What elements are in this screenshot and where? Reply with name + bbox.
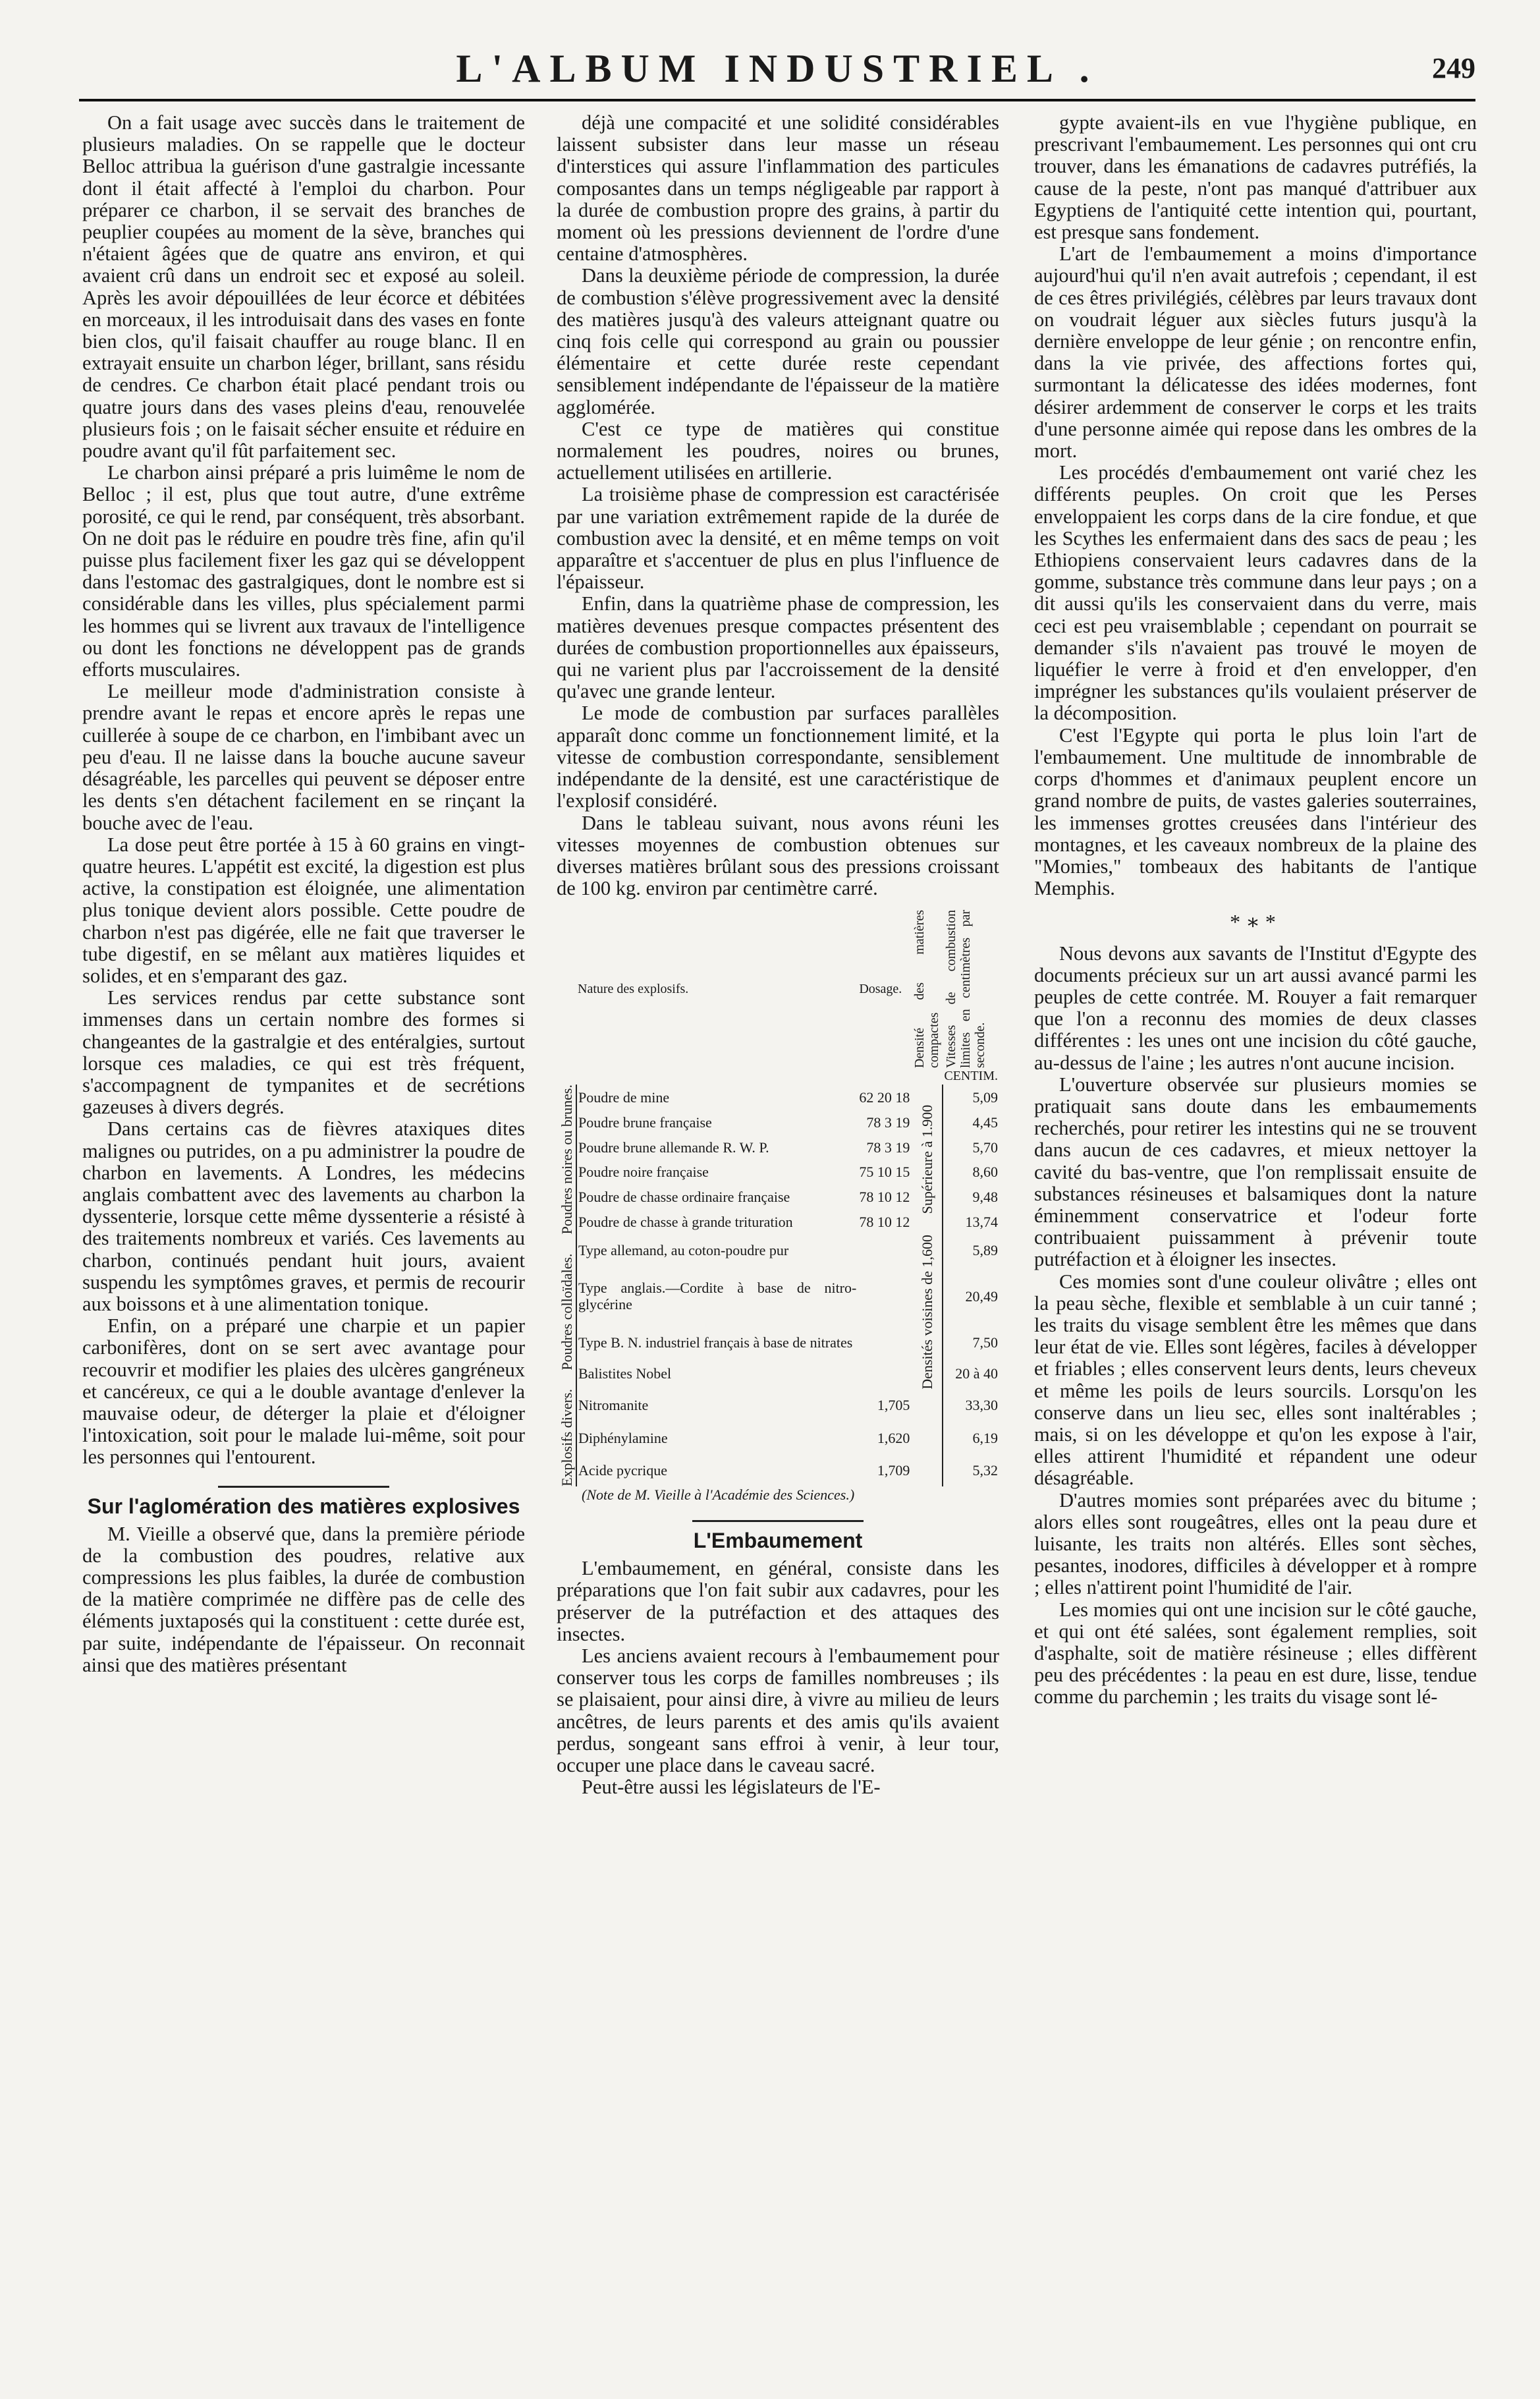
table-head-nature: Nature des explosifs.: [578, 981, 689, 996]
section-divider: [218, 1486, 389, 1488]
table-cell-speed: 5,89: [972, 1241, 998, 1258]
table-group-label: Explosifs divers.: [557, 1389, 576, 1486]
table-cell-speed: 33,30: [965, 1397, 998, 1414]
table-group-label: Poudres noires ou brunes.: [557, 1085, 576, 1234]
table-cell-dosage: [858, 1235, 911, 1266]
paragraph: La troisième phase de compression est caractérisée par une variation extrêmement rapide de la durée de combustion avec la densité, et en même temps on voit apparaître et s'accentuer de plus en plus l'influence de l'épaisseur.: [557, 483, 999, 594]
table-row: [557, 1085, 999, 1110]
table-cell-dosage: 62 20 18: [859, 1088, 910, 1106]
table-head-dosage: Dosage.: [859, 981, 902, 996]
table-cell-dosage: 78 3 19: [866, 1139, 910, 1156]
header-rule: [79, 99, 1475, 101]
table-cell-speed: 5,32: [972, 1462, 998, 1479]
column-1: [82, 112, 525, 1676]
paragraph: Le meilleur mode d'administration consiste à prendre avant le repas et encore après le repas une cuillerée à soupe de ce charbon, en l'imbibant avec un peu d'eau. Il ne laisse dans la bouche aucune saveur désagréable, les parcelles qui peuvent se déposer entre les dents s'en détachent facilement en se rinçant la bouche avec de l'eau.: [82, 680, 525, 834]
table-cell-speed: 8,60: [972, 1164, 998, 1181]
table-group-density: [911, 1389, 943, 1486]
table-cell-speed: 5,70: [972, 1139, 998, 1156]
paragraph: Enfin, dans la quatrième phase de compression, les matières devenues presque compactes présentent des durées de combustion proportionnelles aux épaisseurs, qui ne varient plus par l'accroissement de la densité qu'avec une grande lenteur.: [557, 592, 999, 703]
table-cell-speed: 20,49: [965, 1287, 998, 1305]
column-2: [557, 112, 999, 1798]
table-cell-speed: 6,19: [972, 1429, 998, 1446]
table-cell-dosage: [858, 1358, 911, 1389]
table-cell-speed: 9,48: [972, 1189, 998, 1206]
paragraph: Le mode de combustion par surfaces parallèles apparaît donc comme un fonctionnement limité, et la vitesse de combustion correspondante, sensiblement indépendante de la densité, est une caractéristique de l'explosif considéré.: [557, 702, 999, 812]
table-cell-speed: 13,74: [965, 1214, 998, 1231]
table-cell-name: Poudre de mine: [578, 1088, 670, 1106]
table-cell-name: Type B. N. industriel français à base de nitrates: [578, 1334, 853, 1351]
table-cell-dosage: [858, 1266, 911, 1328]
paragraph: Ces momies sont d'une couleur olivâtre ; elles ont la peau sèche, flexible et semblable à un cuir tanné ; les traits du visage semblent être les mêmes que dans leur état de vie. Elles sont légères, faciles à développer et friables ; elles conservent leurs dents, leurs cheveux et même les poils de leurs sourcils. Lorsqu'on les conserve dans un lieu sec, elles sont inaltérables ; mais, si on les développe et qu'on les expose à l'air, elles attirent l'humidité et répandent une odeur désagréable.: [1034, 1270, 1477, 1490]
table-cell-speed: 5,09: [972, 1088, 998, 1106]
table-cell-name: Poudre de chasse à grande trituration: [578, 1214, 793, 1231]
table-group-density: Supérieure à 1.900: [911, 1085, 943, 1234]
table-cell-dosage: [858, 1327, 911, 1358]
table-cell-dosage: 78 10 12: [859, 1214, 910, 1231]
paragraph: Les procédés d'embaumement ont varié chez les différents peuples. On croit que les Perses enveloppaient les corps dans de la cire fondue, et que les Scythes les enfermaient dans des sacs de peau ; les Ethiopiens conservaient leurs cadavres dans de la gomme, substance très commune dans leur pays ; on a dit aussi qu'ils les conservaient dans du verre, mais ceci est peu vraisemblable ; cependant on pourrait se demander s'ils n'avaient pas trouvé le moyen de liquéfier le verre à froid et d'en envelopper, d'en imprégner les substances qu'ils voulaient préserver de la décomposition.: [1034, 461, 1477, 725]
paragraph: C'est l'Egypte qui porta le plus loin l'art de l'embaumement. Une multitude de innombrable de corps d'hommes et d'animaux peuplent encore un grand nombre de puits, de vastes galeries souterraines, les immenses grottes creusées dans l'intérieur des montagnes, et les caveaux nombreux de la plaine des "Momies," tombeaux des habitants de l'antique Memphis.: [1034, 723, 1477, 900]
table-group-density: Densités voisines de 1,600: [911, 1235, 943, 1390]
table-head-speed: Vitesses de combustion limites en centimètres par seconde.: [944, 910, 988, 1069]
paragraph: M. Vieille a observé que, dans la première période de la combustion des poudres, relative aux compressions les plus faibles, la durée de combustion de la matière comprimée ne diffère pas de celle des éléments juxtaposés qui la constituent : cette durée est, par suite, indépendante de l'épaisseur. On reconnait ainsi que des matières présentant: [82, 1522, 525, 1676]
table-row: [557, 1389, 999, 1421]
paragraph: L'embaumement, en général, consiste dans les préparations que l'on fait subir aux cadavres, pour les préserver de la putréfaction et des attaques des insectes.: [557, 1557, 999, 1645]
column-3: [1034, 112, 1477, 1708]
paragraph: On a fait usage avec succès dans le traitement de plusieurs maladies. On se rappelle que le docteur Belloc attribua la guérison d'une gastralgie incessante dont il était affecté à l'emploi du charbon. Pour préparer ce charbon, il se servait des branches de peuplier coupées au moment de la sève, branches qui n'étaient âgées que de quatre ans environ, et qui avaient crû dans un endroit sec et exposé au soleil. Après les avoir dépouillées de leur écorce et débitées en morceaux, il les introduisait dans des vases en fonte bien clos, qu'il faisait chauffer au rouge blanc. Il en extrayait ensuite un charbon léger, brillant, sans résidu de cendres. Ce charbon était placé pendant trois ou quatre jours dans des vases pleins d'eau, renouvelée plusieurs fois ; on le faisait sécher ensuite et réduire en poudre avant qu'il fût parfaitement sec.: [82, 111, 525, 463]
table-cell-name: Type allemand, au coton-poudre pur: [578, 1241, 789, 1258]
paragraph: Nous devons aux savants de l'Institut d'Egypte des documents précieux sur un art aussi avancé parmi les peuples de cette contrée. M. Rouyer a fait remarquer que l'on a reconnu des momies de deux classes différentes : les unes ont une incision du côté gauche, au-dessus de l'aine ; les autres n'ont aucune incision.: [1034, 942, 1477, 1074]
table-cell-name: Balistites Nobel: [578, 1365, 672, 1382]
table-cell-speed: 4,45: [972, 1114, 998, 1131]
table-cell-name: Poudre brune allemande R. W. P.: [578, 1139, 769, 1156]
table-cell-name: Poudre brune française: [578, 1114, 712, 1131]
asterism-separator: *∗*: [1230, 910, 1281, 934]
paragraph: Les momies qui ont une incision sur le côté gauche, et qui ont été salées, sont également remplies, soit d'asphalte, soit de matière résineuse ; elles diffèrent peu des précédentes : la peau en est dure, lisse, tendue comme du parchemin ; les traits du visage sont lé-: [1034, 1598, 1477, 1708]
paragraph: Les services rendus par cette substance sont immenses dans un certain nombre des formes si changeantes de la gastralgie et des entéralgies, surtout lorsque ces maladies, ce qui est très fréquent, s'accompagnent de tympanites et de secrétions gazeuses à divers degrés.: [82, 986, 525, 1119]
paragraph: La dose peut être portée à 15 à 60 grains en vingt-quatre heures. L'appétit est excité, la digestion est plus active, la constipation est éloignée, une alimentation plus tonique devient alors possible. Cette poudre de charbon n'est pas digérée, elle ne fait que traverser le tube digestif, en se mêlant aux matières liquides et solides, et en s'emparant des gaz.: [82, 833, 525, 987]
table-cell-dosage: 1,709: [877, 1462, 910, 1479]
table-cell-speed: 7,50: [972, 1334, 998, 1351]
table-cell-dosage: 78 3 19: [866, 1114, 910, 1131]
table-head-density: Densité des matières compactes: [912, 910, 942, 1069]
paragraph: Dans certains cas de fièvres ataxiques dites malignes ou putrides, on a pu administrer la poudre de charbon en lavements. A Londres, les médecins anglais combattent avec des lavements au charbon la dyssenterie, lorsque cette même dyssenterie a résisté à des traitements nombreux et variés. Ces lavements au charbon, continués pendant huit jours, avaient suspendu les symptômes graves, et permis de recourir aux boissons et à une alimentation tonique.: [82, 1117, 525, 1315]
table-cell-name: Type anglais.—Cordite à base de nitro-glycérine: [578, 1280, 857, 1313]
paragraph: C'est ce type de matières qui constitue normalement les poudres, noires ou brunes, actuellement utilisées en artillerie.: [557, 417, 999, 484]
section-title-embaumement: L'Embaumement: [693, 1529, 863, 1553]
page-header: [79, 46, 1475, 99]
paragraph: Dans la deuxième période de compression, la durée de combustion s'élève progressivement avec la densité des matières jusqu'à des valeurs atteignant quatre ou cinq fois celle qui correspond au grain ou poussier élémentaire et cette durée reste cependant sensiblement indépendante de l'épaisseur de la matière agglomérée.: [557, 264, 999, 418]
table-cell-speed: 20 à 40: [955, 1365, 998, 1382]
paragraph: Dans le tableau suivant, nous avons réuni les vitesses moyennes de combustion obtenues sur diverses matières brûlant sous des pressions croissant de 100 kg. environ par centimètre carré.: [557, 811, 999, 900]
paragraph: D'autres momies sont préparées avec du bitume ; alors elles sont rougeâtres, elles ont la peau dure et luisante, les traits non altérés. Elles sont sèches, pesantes, inodores, difficiles à développer et à rompre ; elles n'attirent point l'humidité de l'air.: [1034, 1488, 1477, 1599]
table-note: (Note de M. Vieille à l'Académie des Sciences.): [582, 1486, 855, 1504]
paragraph: Enfin, on a préparé une charpie et un papier carbonifères, dont on se sert avec avantage pour recouvrir et modifier les plaies des ulcères gangréneux et cancéreux, ce qui a le double avantage d'enlever la mauvaise odeur, de déterger la plaie et d'éloigner l'intoxication, soit pour le malade lui-même, soit pour les personnes qui l'entourent.: [82, 1314, 525, 1469]
table-cell-dosage: 1,705: [877, 1397, 910, 1414]
paragraph: Peut-être aussi les législateurs de l'E-: [582, 1776, 881, 1799]
table-cell-name: Poudre de chasse ordinaire française: [578, 1189, 790, 1206]
section-title-agglomeration: Sur l'aglomération des matières explosives: [87, 1494, 520, 1518]
table-unit: CENTIM.: [944, 1069, 998, 1084]
table-cell-name: Nitromanite: [578, 1397, 649, 1414]
table-cell-dosage: 78 10 12: [859, 1189, 910, 1206]
table-group-label: Poudres colloïdales.: [557, 1235, 576, 1390]
section-divider: [692, 1520, 864, 1522]
paragraph: gypte avaient-ils en vue l'hygiène publique, en prescrivant l'embaumement. Les personnes qui ont cru trouver, dans les émanations de cadavres putréfiés, la cause de la peste, n'ont pas manqué d'attribuer aux Egyptiens de l'antiquité cette intention qui, pourtant, est presque sans fondement.: [1034, 111, 1477, 244]
paragraph: déjà une compacité et une solidité considérables laissent subsister dans leur masse un réseau d'interstices qui assure l'inflammation des particules composantes dans un temps négligeable par rapport à la durée de combustion propre des grains, à partir du moment où les pressions deviennent de l'ordre d'une centaine d'atmosphères.: [557, 111, 999, 266]
paragraph: Les anciens avaient recours à l'embaumement pour conserver tous les corps de familles nombreuses ; ils se plaisaient, pour ainsi dire, à vivre au milieu de leurs ancêtres, de leurs parents et des amis qu'ils avaient perdus, songeant sans effroi à venir, à leur tour, occuper une place dans le caveau sacré.: [557, 1644, 999, 1776]
combustion-speed-table: [557, 910, 999, 1503]
table-cell-name: Poudre noire française: [578, 1164, 709, 1181]
paragraph: Le charbon ainsi préparé a pris luimême le nom de Belloc ; il est, plus que tout autre, d'une extrême porosité, ce qui le rend, par conséquent, très absorbant. On ne doit pas le réduire en poudre très fine, afin qu'il puisse plus facilement fixer les gaz qui se développent dans l'estomac des gastralgiques, dont le nombre est si considérable dans les villes, plus spécialement parmi les hommes qui se livrent aux travaux de l'intelligence ou dont les fonctions ne développent pas de grands efforts musculaires.: [82, 461, 525, 681]
paragraph: L'ouverture observée sur plusieurs momies se pratiquait sans doute dans les embaumements recherchés, pour retirer les intestins qui ne se trouvent dans aucun de ces cadavres, et mieux nettoyer la cavité du bas-ventre, que l'on remplissait ensuite de substances résineuses et balsamiques dont la nature éminemment conservatrice et l'odeur forte contribuaient puissamment à prévenir toute putréfaction et à éloigner les insectes.: [1034, 1073, 1477, 1271]
table-row: [557, 1235, 999, 1266]
paragraph: L'art de l'embaumement a moins d'importance aujourd'hui qu'il n'en avait autrefois ; cependant, il est de ces êtres privilégiés, célèbres par leurs travaux dont on voudrait léguer aux siècles futurs jusqu'à la dernière enveloppe de leur génie ; on rencontre enfin, dans la vie privée, des affections fortes qui, surmontant la délicatesse des idées modernes, font désirer ardemment de conserver le corps et les traits d'une personne aimée qui repose dans les ombres de la mort.: [1034, 242, 1477, 463]
page-number: 249: [1432, 52, 1475, 84]
table-cell-name: Acide pycrique: [578, 1462, 667, 1479]
table-cell-dosage: 75 10 15: [859, 1164, 910, 1181]
table-cell-name: Diphénylamine: [578, 1429, 668, 1446]
journal-title: L'ALBUM INDUSTRIEL .: [456, 47, 1099, 90]
table-cell-dosage: 1,620: [877, 1429, 910, 1446]
